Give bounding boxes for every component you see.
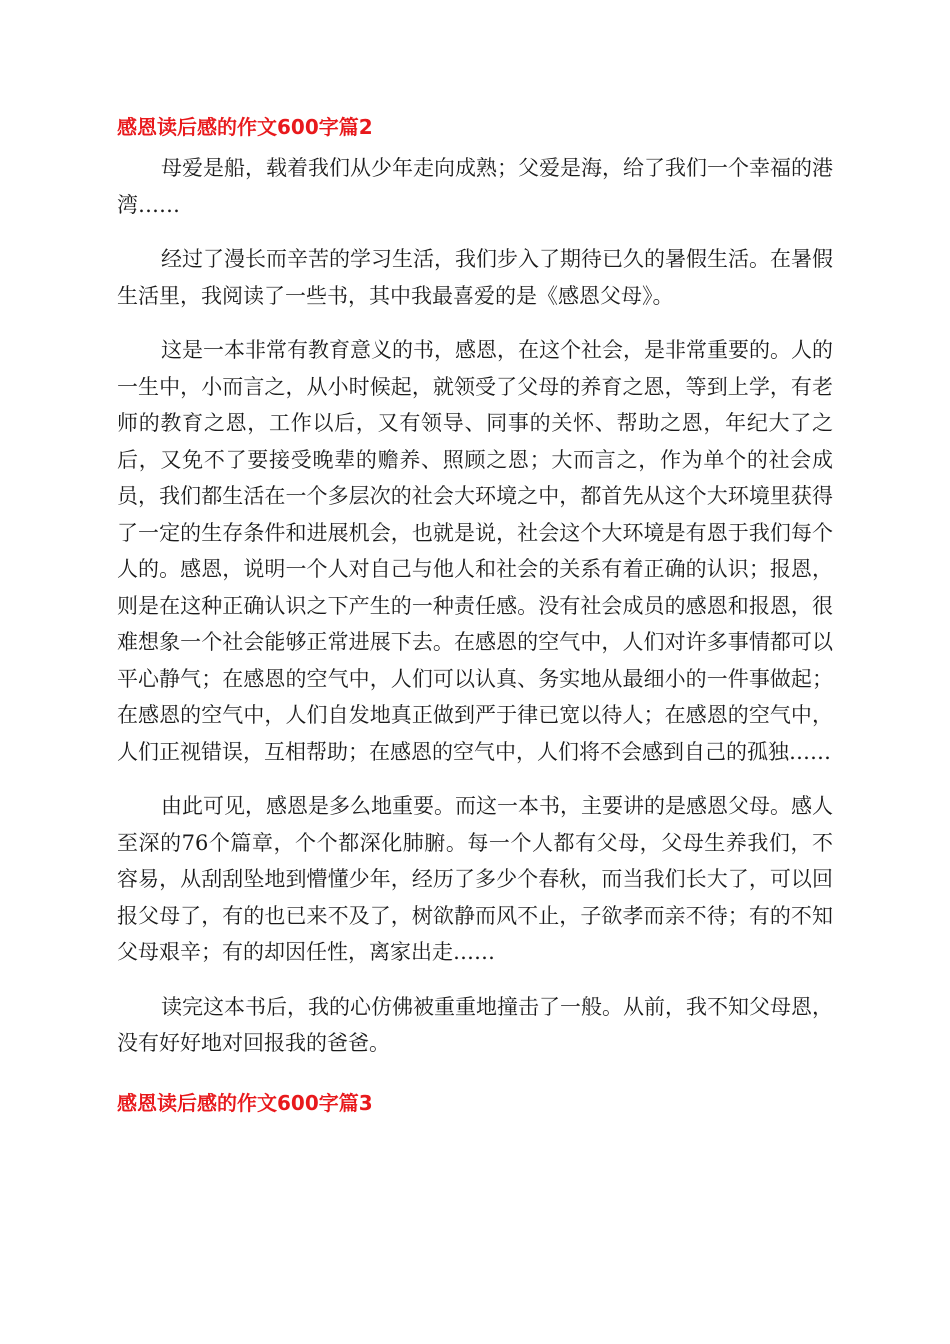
paragraph: 这是一本非常有教育意义的书，感恩，在这个社会，是非常重要的。人的一生中，小而言之，从小时候起，就领受了父母的养育之恩，等到上学，有老师的教育之恩，工作以后，又有领导、同事的关怀、帮助之恩，年纪大了之后，又免不了要接受晚辈的赡养、照顾之恩；大而言之，作为单个的社会成员，我们都生活在一个多层次的社会大环境之中，都首先从这个大环境里获得了一定的生存条件和进展机会，也就是说，社会这个大环境是有恩于我们每个人的。感恩，说明一个人对自己与他人和社会的关系有着正确的认识；报恩，则是在这种正确认识之下产生的一种责任感。没有社会成员的感恩和报恩，很难想象一个社会能够正常进展下去。在感恩的空气中，人们对许多事情都可以平心静气；在感恩的空气中，人们可以认真、务实地从最细小的一件事做起；在感恩的空气中，人们自发地真正做到严于律已宽以待人；在感恩的空气中，人们正视错误，互相帮助；在感恩的空气中，人们将不会感到自己的孤独…… [117,338,833,764]
paragraph: 读完这本书后，我的心仿佛被重重地撞击了一般。从前，我不知父母恩，没有好好地对回报我的爸爸。 [117,994,833,1055]
paragraph: 经过了漫长而辛苦的学习生活，我们步入了期待已久的暑假生活。在暑假生活里，我阅读了一些书，其中我最喜爱的是《感恩父母》。 [117,247,833,308]
section-heading: 感恩读后感的作文600字篇2 [117,115,373,139]
section-heading: 感恩读后感的作文600字篇3 [117,1090,373,1115]
document-page [117,112,833,1118]
paragraph: 母爱是船，载着我们从少年走向成熟；父爱是海，给了我们一个幸福的港湾…… [117,156,833,217]
paragraph: 由此可见，感恩是多么地重要。而这一本书，主要讲的是感恩父母。感人至深的76个篇章，个个都深化肺腑。每一个人都有父母，父母生养我们，不容易，从刮刮坠地到懵懂少年，经历了多少个春秋，而当我们长大了，可以回报父母了，有的也已来不及了，树欲静而风不止，子欲孝而亲不待；有的不知父母艰辛；有的却因任性，离家出走…… [117,794,833,964]
